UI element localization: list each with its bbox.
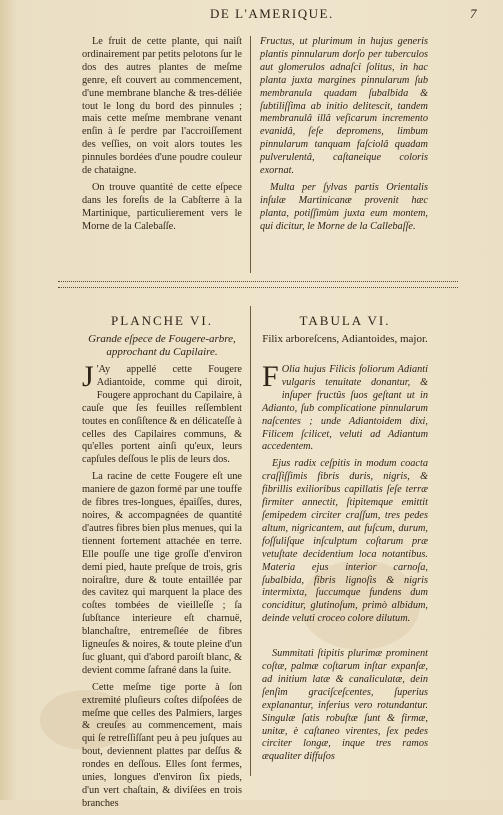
- french-paragraph: La racine de cette Fougere eſt une maniere de gazon formé par une touffe de fibres tres-longues, épaiſſes, dures, noires, & accompagnées de quantité d'autres fibres bien plus menues, qui la tiennent fortement attachée en terre. Elle pouſſe une tige groſſe d'environ demi pied, haute preſque de trois, gris noiraſtre, dure & toute entaillée par des cavitez qui marquent la place des coſtes tombées de vieilleſſe ; ſa ſubſtance interieure eſt charnuë, blanchaſtre, entremeſlée de fibres ligneuſes & noires, & toute pleine d'un ſuc gluant, qui d'abord paroiſt blanc, & devient comme ſafrané dans la ſuite.: [82, 471, 242, 676]
- top-right-column: [260, 36, 428, 238]
- latin-paragraph: [262, 360, 428, 454]
- top-left-column: [82, 36, 242, 238]
- column-rule: [250, 306, 251, 776]
- ornament-divider: [58, 281, 458, 288]
- running-header: [0, 6, 503, 26]
- french-paragraph: On trouve quantité de cette eſpece dans les foreſts de la Cabſterre à la Martinique, particulierement vers le Morne de la Calebaſſe.: [82, 181, 242, 232]
- bottom-right-column: [262, 360, 428, 768]
- bottom-left-column: [82, 360, 242, 815]
- french-paragraph: Le fruit de cette plante, qui naiſt ordinairement par petits pelotons ſur le dos des autres plantes de meſme genre, eſt couvert au commencement, d'une membrane blanche & tres-déliée tout le long du bord des pinnules ; mais cette meſme membrane venant enſin à ſe perdre par l'accroiſſement des veſſies, on voit alors toutes les pinnules bordées d'une poudre couleur de chataigne.: [82, 36, 242, 177]
- drop-cap: J: [82, 360, 94, 393]
- running-title: DE L'AMERIQUE.: [210, 6, 334, 21]
- french-paragraph: [82, 360, 242, 467]
- french-paragraph-text: 'Ay appellé cette Fougere Adiantoide, comme qui diroit, Fougere approchant du Capilaire, à cauſe que ſes feuilles reſſemblent toutes en conſiſtence & en délicateſſe à celles des Capilaires communs, & qu'elles portent ainſi qu'eux, leurs capſules deſſous le plis de leurs dos.: [82, 364, 242, 466]
- column-rule: [250, 36, 251, 273]
- latin-paragraph: Multa per ſylvas partis Orientalis inſulæ Martinicanæ provenit hæc planta, potiſſimùm juxta eum montem, qui dicitur, le Morne de la Callebaſſe.: [260, 181, 428, 232]
- plate-heading-fr: PLANCHE VI.: [111, 313, 213, 328]
- french-paragraph: Cette meſme tige porte à ſon extremité pluſieurs coſtes diſpoſées de meſme que celles des Palmiers, larges & creuſes au commencement, mais qui ſe retreſſiſſant peu à peu juſques au bout, deviennent plattes par deſſus & rondes en deſſous. Elles ſont fermes, unies, longues d'environ ſix pieds, d'un vert chaſtain, & diviſées en trois branches: [82, 681, 242, 809]
- latin-paragraph: Fructus, ut plurimum in hujus generis plantis pinnularum dorſo per tuberculos aut glomerulos adnaſci ſolitus, in hac planta juxta margines pinnularum ſub membranula quadam ſubalbida & ſubtiliſſima ab initio delitescit, tandem membranulâ illâ veſicarum incremento evanidâ, ſeſe depromens, limbum pinnularum tanquam faſciolâ quadam pulverulentâ, caſtaneique coloris exornat.: [260, 36, 428, 177]
- plate-heading-la: TABULA VI.: [299, 313, 391, 328]
- latin-paragraph: Summitati ſtipitis plurimæ prominent coſtæ, palmæ coſtarum inſtar expanſæ, ad initium latæ & canaliculatæ, dein ſenſim graciſceſcentes, ſuperius explanantur, inferius vero rotundantur. Singulæ ſatis robuſtæ ſunt & firmæ, unitæ, è caſtaneo virentes, ſex pedes circiter longæ, inque tres ramos æqualiter diffuſos: [262, 648, 428, 763]
- latin-paragraph: Ejus radix ceſpitis in modum coacta craſſiſſimis fibris duris, nigris, & fibrillis exilioribus capillatis ſeſe terræ firmiter annectit, ſtipitemque emittit ſemipedem circiter craſſum, tres pedes altum, nigricantem, aut fuſcum, durum, foſſuliſque inſculptum coſtarum præ vetuſtate decidentium loca notantibus. Materia ejus interior carnoſa, ſubalbida, fibris lignoſis & nigris intermixta, ſuccumque fundens dum conciditur, glutinoſum, primò albidum, deinde veluti croceo colore dilutum.: [262, 458, 428, 625]
- page-number: 7: [470, 6, 477, 21]
- plate-subheading-fr: Grande eſpece de Fougere-arbre, approchant du Capilaire.: [88, 333, 236, 358]
- latin-paragraph-text: Olia hujus Filicis foliorum Adianti vulgaris tenuitate donantur, & inſuper fructûs ſuos geſtant ut in Adianto, ſub complicatione pinnularum naſcentes ; unde Adiantoidem dixi, Filicem ſcilicet, veluti ad Adiantum accedentem.: [262, 364, 428, 453]
- drop-cap: F: [262, 360, 279, 393]
- plate-subheading-la: Filix arboreſcens, Adiantoides, major.: [262, 333, 428, 345]
